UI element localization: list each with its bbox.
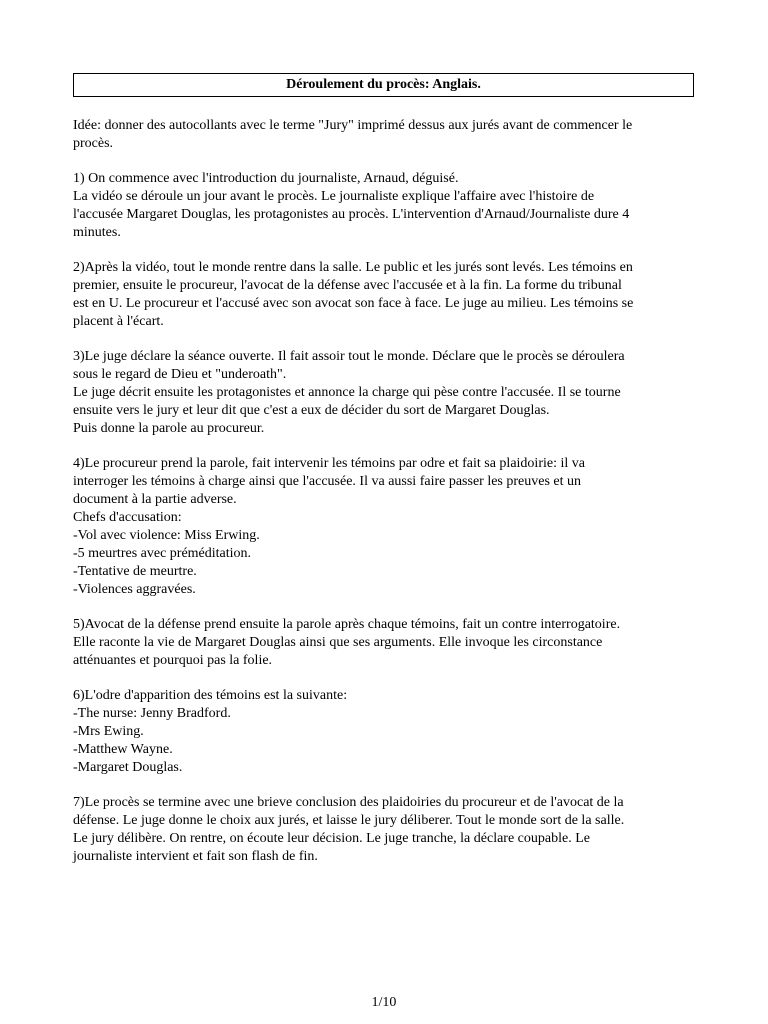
text-line: 3)Le juge déclare la séance ouverte. Il fait assoir tout le monde. Déclare que le procès se déroulera [73,349,625,364]
text-line: 4)Le procureur prend la parole, fait intervenir les témoins par odre et fait sa plaidoirie: il va [73,456,585,471]
text-line: ensuite vers le jury et leur dit que c'est a eux de décider du sort de Margaret Douglas. [73,403,550,418]
paragraph-step-7 [73,794,703,866]
list-item: -Mrs Ewing. [73,724,144,739]
text-line: 1) On commence avec l'introduction du journaliste, Arnaud, déguisé. [73,171,459,186]
text-line: 2)Après la vidéo, tout le monde rentre dans la salle. Le public et les jurés sont levés. Les témoins en [73,260,633,275]
list-item: -The nurse: Jenny Bradford. [73,706,231,721]
text-line: La vidéo se déroule un jour avant le procès. Le journaliste explique l'affaire avec l'histoire de [73,189,595,204]
list-item: -Matthew Wayne. [73,742,173,757]
text-line: procès. [73,136,114,151]
list-item: -5 meurtres avec préméditation. [73,546,252,561]
paragraph-step-3 [73,348,703,438]
text-line: Puis donne la parole au procureur. [73,421,265,436]
text-line: premier, ensuite le procureur, l'avocat de la défense avec l'accusée et à la fin. La forme du tribunal [73,278,622,293]
paragraph-step-2 [73,259,703,331]
text-line: Elle raconte la vie de Margaret Douglas ainsi que ses arguments. Elle invoque les circonstance [73,635,603,650]
document-title: Déroulement du procès: Anglais. [73,73,694,97]
text-line: minutes. [73,225,121,240]
text-line: journaliste intervient et fait son flash de fin. [73,849,318,864]
list-item: -Margaret Douglas. [73,760,183,775]
list-item: -Vol avec violence: Miss Erwing. [73,528,260,543]
text-line: 7)Le procès se termine avec une brieve conclusion des plaidoiries du procureur et de l'avocat de la [73,795,624,810]
paragraph-step-5 [73,616,703,670]
paragraph-step-1 [73,170,703,242]
list-item: -Tentative de meurtre. [73,564,197,579]
text-line: Chefs d'accusation: [73,510,182,525]
text-line: document à la partie adverse. [73,492,237,507]
text-line: placent à l'écart. [73,314,164,329]
list-item: -Violences aggravées. [73,582,196,597]
text-line: est en U. Le procureur et l'accusé avec son avocat son face à face. Le juge au milieu. Les témoins se [73,296,634,311]
paragraph-step-4 [73,455,703,599]
text-line: atténuantes et pourquoi pas la folie. [73,653,273,668]
paragraph-idea [73,117,703,153]
text-line: Le juge décrit ensuite les protagonistes et annonce la charge qui pèse contre l'accusée. Il se tourne [73,385,621,400]
text-line: défense. Le juge donne le choix aux jurés, et laisse le jury déliberer. Tout le monde sort de la salle. [73,813,625,828]
text-line: interroger les témoins à charge ainsi que l'accusée. Il va aussi faire passer les preuves et un [73,474,582,489]
document-body [73,117,703,883]
text-line: sous le regard de Dieu et "underoath". [73,367,287,382]
text-line: 5)Avocat de la défense prend ensuite la parole après chaque témoins, fait un contre interrogatoire. [73,617,621,632]
text-line: Idée: donner des autocollants avec le terme "Jury" imprimé dessus aux jurés avant de commencer le [73,118,633,133]
paragraph-step-6 [73,687,703,777]
text-line: l'accusée Margaret Douglas, les protagonistes au procès. L'intervention d'Arnaud/Journaliste dure 4 [73,207,630,222]
text-line: 6)L'odre d'apparition des témoins est la suivante: [73,688,348,703]
text-line: Le jury délibère. On rentre, on écoute leur décision. Le juge tranche, la déclare coupable. Le [73,831,590,846]
page-number: 1/10 [371,995,397,1010]
